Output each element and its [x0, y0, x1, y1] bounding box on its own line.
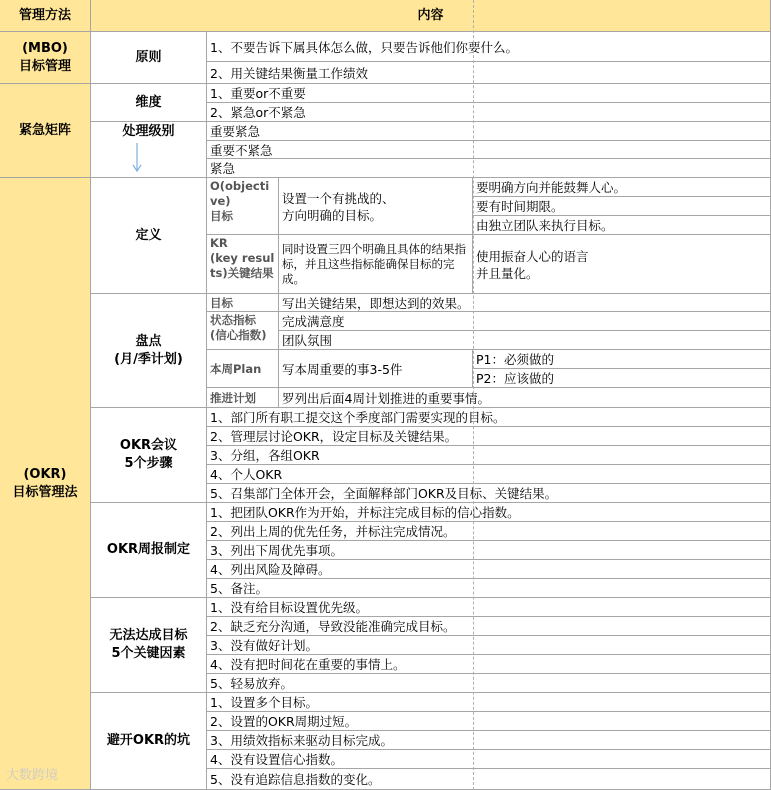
goal-label: 目标: [207, 294, 279, 312]
pitfall-row-1: 1、设置多个目标。: [207, 693, 771, 712]
failure-factors-label: 无法达成目标 5个关键因素: [91, 598, 207, 693]
failure-row-2: 2、缺乏充分沟通，导致没能准确完成目标。: [207, 617, 771, 636]
objective-note-3: 由独立团队来执行目标。: [473, 216, 771, 235]
header-method: 管理方法: [0, 0, 91, 32]
key-results-note: 使用振奋人心的语言 并且量化。: [473, 235, 771, 294]
weekly-row-3: 3、列出下周优先事项。: [207, 541, 771, 560]
plan-note-p2: P2：应该做的: [473, 369, 771, 388]
meeting-row-1: 1、部门所有职工提交这个季度部门需要实现的目标。: [207, 408, 771, 427]
priority-row-3: 紧急: [207, 159, 771, 178]
progress-plan-label: 推进计划: [207, 388, 279, 408]
meeting-row-2: 2、管理层讨论OKR，设定目标及关键结果。: [207, 427, 771, 446]
failure-row-1: 1、没有给目标设置优先级。: [207, 598, 771, 617]
plan-note-p1: P1：必须做的: [473, 350, 771, 369]
status-row-1: 完成满意度: [279, 312, 771, 331]
pitfall-row-3: 3、用绩效指标来驱动目标完成。: [207, 731, 771, 750]
pitfall-row-5: 5、没有追踪信息指数的变化。: [207, 769, 771, 790]
objective-label: O(objective) 目标: [207, 178, 279, 235]
meeting-row-5: 5、召集部门全体开会，全面解释部门OKR及目标、关键结果。: [207, 484, 771, 503]
progress-plan-text: 罗列出后面4周计划推进的重要事情。: [279, 388, 771, 408]
priority-label: 处理级别: [91, 122, 207, 178]
objective-note-2: 要有时间期限。: [473, 197, 771, 216]
priority-row-1: 重要紧急: [207, 122, 771, 141]
pitfalls-label: 避开OKR的坑: [91, 693, 207, 790]
inventory-label: 盘点 (月/季计划): [91, 294, 207, 408]
weekly-report-label: OKR周报制定: [91, 503, 207, 598]
weekly-row-5: 5、备注。: [207, 579, 771, 598]
failure-row-4: 4、没有把时间花在重要的事情上。: [207, 655, 771, 674]
status-row-2: 团队氛围: [279, 331, 771, 350]
weekly-plan-text: 写本周重要的事3-5件: [279, 350, 473, 388]
mbo-principle-label: 原则: [91, 32, 207, 84]
meeting-row-4: 4、个人OKR: [207, 465, 771, 484]
urgent-matrix-title: 紧急矩阵: [0, 84, 91, 178]
mbo-row-1: 1、不要告诉下属具体怎么做，只要告诉他们你要什么。: [207, 32, 771, 62]
okr-title: (OKR) 目标管理法: [0, 178, 91, 790]
definition-label: 定义: [91, 178, 207, 294]
weekly-row-4: 4、列出风险及障碍。: [207, 560, 771, 579]
failure-row-3: 3、没有做好计划。: [207, 636, 771, 655]
goal-text: 写出关键结果，即想达到的效果。: [279, 294, 771, 312]
mbo-row-2: 2、用关键结果衡量工作绩效: [207, 62, 771, 84]
weekly-plan-label: 本周Plan: [207, 350, 279, 388]
objective-text: 设置一个有挑战的、 方向明确的目标。: [279, 178, 473, 235]
dimension-label: 维度: [91, 84, 207, 122]
arrow-down-icon: [132, 143, 142, 173]
failure-row-5: 5、轻易放弃。: [207, 674, 771, 693]
objective-note-1: 要明确方向并能鼓舞人心。: [473, 178, 771, 197]
watermark: 大数跨境: [6, 768, 59, 783]
priority-row-2: 重要不紧急: [207, 141, 771, 159]
weekly-row-2: 2、列出上周的优先任务，并标注完成情况。: [207, 522, 771, 541]
mbo-title: (MBO) 目标管理: [0, 32, 91, 84]
key-results-label: KR (key results)关键结果: [207, 235, 279, 294]
header-content: 内容: [91, 0, 771, 32]
dimension-row-1: 1、重要or不重要: [207, 84, 771, 103]
status-label: 状态指标 (信心指数): [207, 312, 279, 350]
weekly-row-1: 1、把团队OKR作为开始，并标注完成目标的信心指数。: [207, 503, 771, 522]
key-results-text: 同时设置三四个明确且具体的结果指标，并且这些指标能确保目标的完成。: [279, 235, 473, 294]
meeting-label: OKR会议 5个步骤: [91, 408, 207, 503]
meeting-row-3: 3、分组，各组OKR: [207, 446, 771, 465]
pitfall-row-2: 2、设置的OKR周期过短。: [207, 712, 771, 731]
dimension-row-2: 2、紧急or不紧急: [207, 103, 771, 122]
pitfall-row-4: 4、没有设置信心指数。: [207, 750, 771, 769]
